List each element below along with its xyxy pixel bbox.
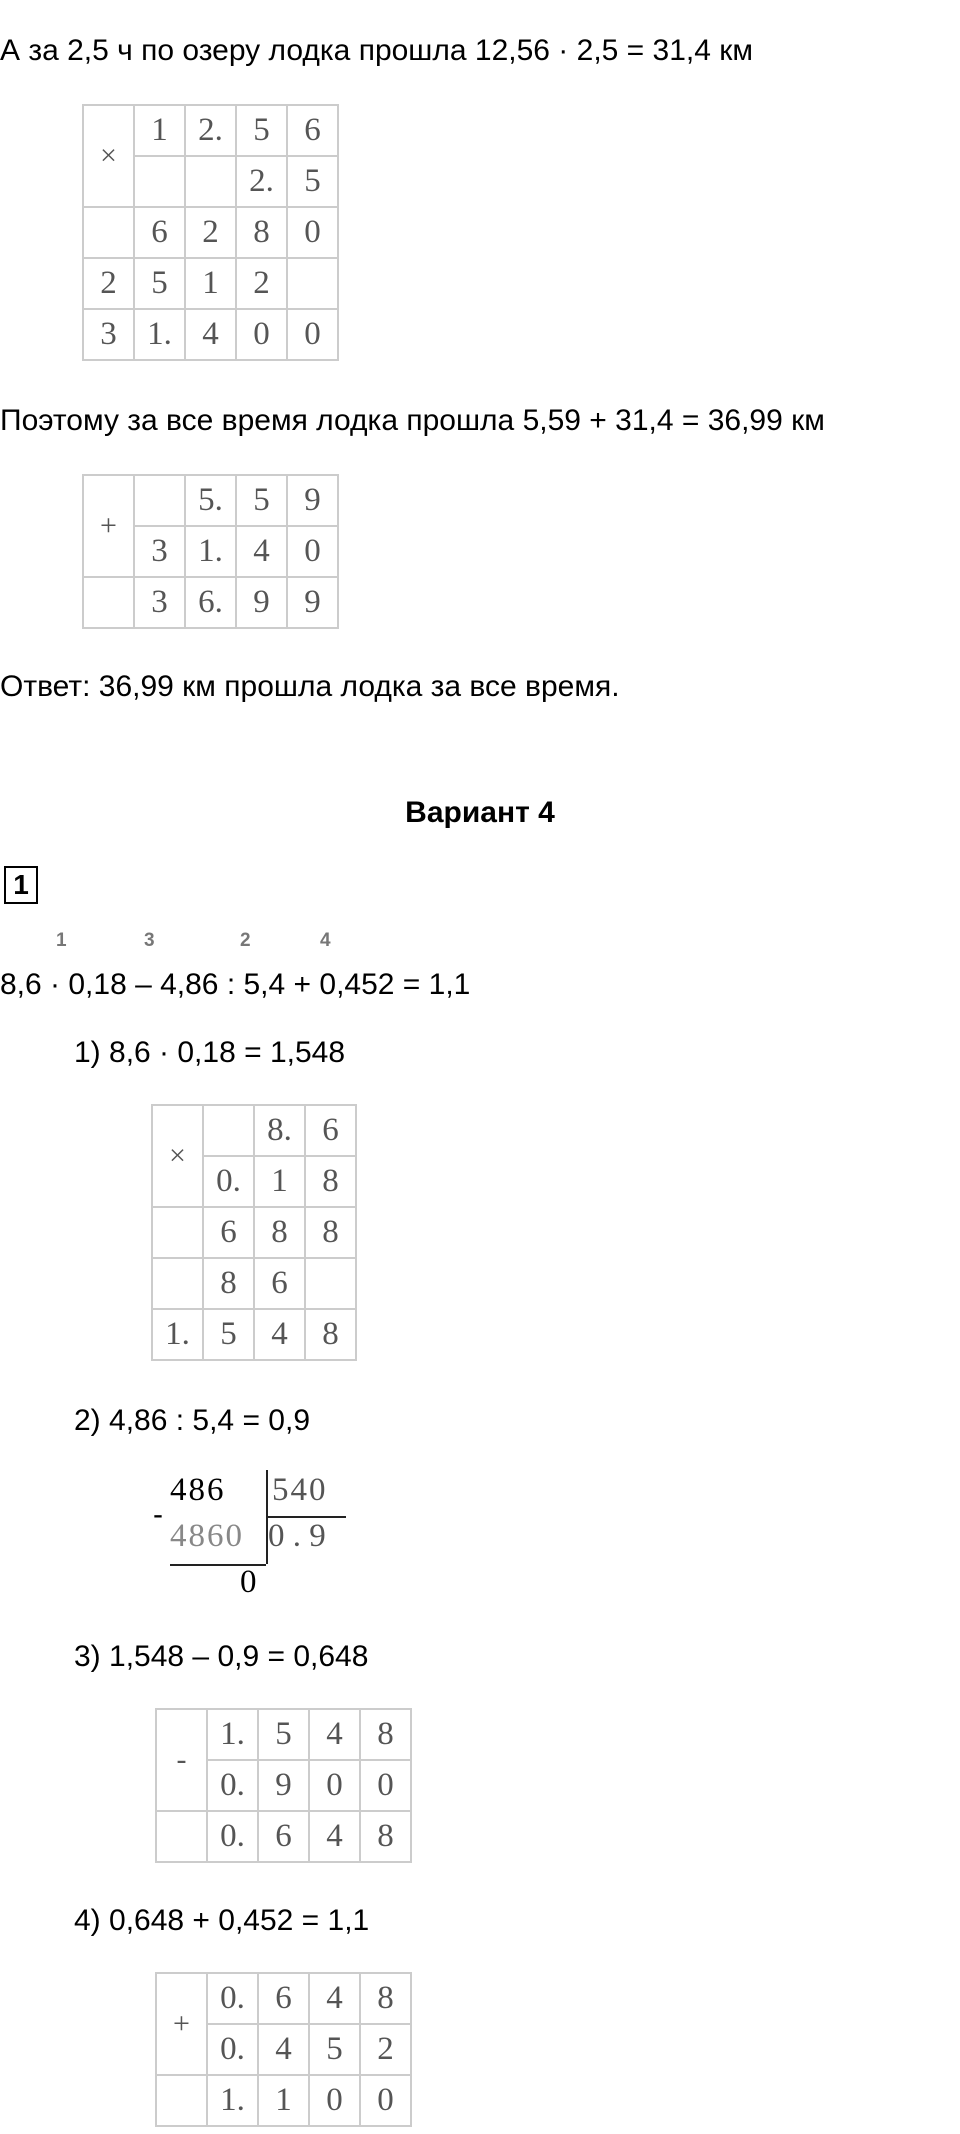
digit-cell: 8	[360, 1973, 411, 2024]
digit-cell: 0.	[203, 1156, 254, 1207]
digit-cell: 0.	[207, 1973, 258, 2024]
step-4: 4) 0,648 + 0,452 = 1,1	[74, 1904, 370, 1937]
digit-cell: 4	[309, 1709, 360, 1760]
digit-cell: 6.	[185, 577, 236, 628]
division-result-line	[170, 1564, 266, 1566]
operator-cell: +	[83, 475, 134, 577]
division-subtrahend: 4860	[170, 1518, 244, 1554]
digit-cell: 5	[236, 475, 287, 526]
digit-cell: 2.	[236, 156, 287, 207]
table-row	[156, 1811, 411, 1862]
digit-cell: 9	[236, 577, 287, 628]
digit-cell: 2.	[185, 105, 236, 156]
digit-cell: 0	[309, 1760, 360, 1811]
step-3: 3) 1,548 – 0,9 = 0,648	[74, 1640, 369, 1673]
digit-cell: 3	[83, 309, 134, 360]
digit-cell: 9	[258, 1760, 309, 1811]
digit-cell: 0.	[207, 1811, 258, 1862]
division-remainder: 0	[240, 1564, 257, 1600]
table-row	[156, 2075, 411, 2126]
division-minus: -	[153, 1498, 163, 1531]
digit-cell	[203, 1105, 254, 1156]
order-mark-1: 1	[56, 930, 67, 951]
digit-cell	[83, 577, 134, 628]
step-1: 1) 8,6 · 0,18 = 1,548	[74, 1036, 346, 1069]
step-2: 2) 4,86 : 5,4 = 0,9	[74, 1404, 311, 1437]
table-row	[152, 1309, 356, 1360]
digit-cell	[152, 1258, 203, 1309]
digit-cell: 0	[309, 2075, 360, 2126]
digit-cell: 4	[236, 526, 287, 577]
digit-cell: 0	[236, 309, 287, 360]
digit-cell: 6	[287, 105, 338, 156]
digit-cell: 2	[83, 258, 134, 309]
digit-cell: 1	[258, 2075, 309, 2126]
division-dividend: 486	[170, 1472, 226, 1508]
digit-cell: 0	[360, 2075, 411, 2126]
table-row	[156, 1973, 411, 2024]
long-division	[150, 1470, 370, 1600]
text-line-lake: А за 2,5 ч по озеру лодка прошла 12,56 · 2,5 = 31,4 км	[0, 34, 754, 67]
digit-cell: 9	[287, 475, 338, 526]
digit-cell: 1.	[207, 2075, 258, 2126]
digit-cell	[83, 207, 134, 258]
digit-cell: 0.	[207, 2024, 258, 2075]
digit-cell: 5	[203, 1309, 254, 1360]
digit-cell: 0	[287, 309, 338, 360]
digit-cell: 1	[185, 258, 236, 309]
digit-cell: 3	[134, 526, 185, 577]
subtraction-table	[155, 1708, 412, 1863]
division-quotient-line	[266, 1516, 346, 1518]
digit-cell: 1.	[134, 309, 185, 360]
table-row	[83, 207, 338, 258]
order-mark-4: 4	[320, 930, 331, 951]
operator-cell: ×	[83, 105, 134, 207]
digit-cell: 6	[203, 1207, 254, 1258]
table-row	[152, 1258, 356, 1309]
digit-cell: 4	[254, 1309, 305, 1360]
digit-cell	[287, 258, 338, 309]
digit-cell: 3	[134, 577, 185, 628]
digit-cell: 0	[360, 1760, 411, 1811]
digit-cell	[185, 156, 236, 207]
digit-cell: 0.	[207, 1760, 258, 1811]
operator-cell: +	[156, 1973, 207, 2075]
digit-cell: 5	[309, 2024, 360, 2075]
addition-table-1	[82, 474, 339, 629]
table-row	[156, 1709, 411, 1760]
division-divisor: 540	[272, 1472, 328, 1508]
digit-cell: 8	[305, 1156, 356, 1207]
digit-cell: 8.	[254, 1105, 305, 1156]
table-row	[83, 258, 338, 309]
table-row	[83, 577, 338, 628]
operator-cell: -	[156, 1709, 207, 1811]
digit-cell: 5	[258, 1709, 309, 1760]
digit-cell: 4	[258, 2024, 309, 2075]
digit-cell	[156, 2075, 207, 2126]
order-mark-2: 2	[240, 930, 251, 951]
table-row	[83, 475, 338, 526]
operator-cell: ×	[152, 1105, 203, 1207]
digit-cell: 8	[360, 1709, 411, 1760]
digit-cell: 5	[236, 105, 287, 156]
digit-cell: 6	[134, 207, 185, 258]
digit-cell: 8	[254, 1207, 305, 1258]
digit-cell: 6	[258, 1811, 309, 1862]
table-row	[152, 1207, 356, 1258]
digit-cell: 8	[305, 1207, 356, 1258]
digit-cell: 4	[309, 1811, 360, 1862]
digit-cell: 4	[185, 309, 236, 360]
digit-cell: 2	[236, 258, 287, 309]
digit-cell	[134, 156, 185, 207]
digit-cell	[156, 1811, 207, 1862]
digit-cell	[152, 1207, 203, 1258]
task-number-box: 1	[4, 866, 38, 904]
digit-cell: 1.	[152, 1309, 203, 1360]
digit-cell: 5	[287, 156, 338, 207]
digit-cell: 1.	[207, 1709, 258, 1760]
digit-cell: 0	[287, 207, 338, 258]
answer-line: Ответ: 36,99 км прошла лодка за все время.	[0, 670, 620, 703]
digit-cell: 8	[236, 207, 287, 258]
digit-cell: 5	[134, 258, 185, 309]
division-quotient: 0 . 9	[268, 1518, 326, 1554]
digit-cell: 6	[254, 1258, 305, 1309]
digit-cell: 6	[258, 1973, 309, 2024]
variant-heading: Вариант 4	[405, 796, 555, 829]
digit-cell: 8	[305, 1309, 356, 1360]
digit-cell: 2	[360, 2024, 411, 2075]
table-row	[83, 309, 338, 360]
digit-cell: 1	[134, 105, 185, 156]
table-row	[83, 105, 338, 156]
digit-cell: 8	[203, 1258, 254, 1309]
digit-cell: 5.	[185, 475, 236, 526]
order-mark-3: 3	[144, 930, 155, 951]
table-row	[152, 1105, 356, 1156]
digit-cell: 0	[287, 526, 338, 577]
digit-cell: 1	[254, 1156, 305, 1207]
text-line-total: Поэтому за все время лодка прошла 5,59 + 31,4 = 36,99 км	[0, 404, 825, 437]
addition-table-2	[155, 1972, 412, 2127]
digit-cell	[305, 1258, 356, 1309]
digit-cell: 1.	[185, 526, 236, 577]
multiplication-table-1	[82, 104, 339, 361]
digit-cell: 9	[287, 577, 338, 628]
multiplication-table-2	[151, 1104, 357, 1361]
digit-cell	[134, 475, 185, 526]
digit-cell: 6	[305, 1105, 356, 1156]
digit-cell: 8	[360, 1811, 411, 1862]
expression-line: 8,6 · 0,18 – 4,86 : 5,4 + 0,452 = 1,1	[0, 968, 471, 1001]
digit-cell: 4	[309, 1973, 360, 2024]
digit-cell: 2	[185, 207, 236, 258]
